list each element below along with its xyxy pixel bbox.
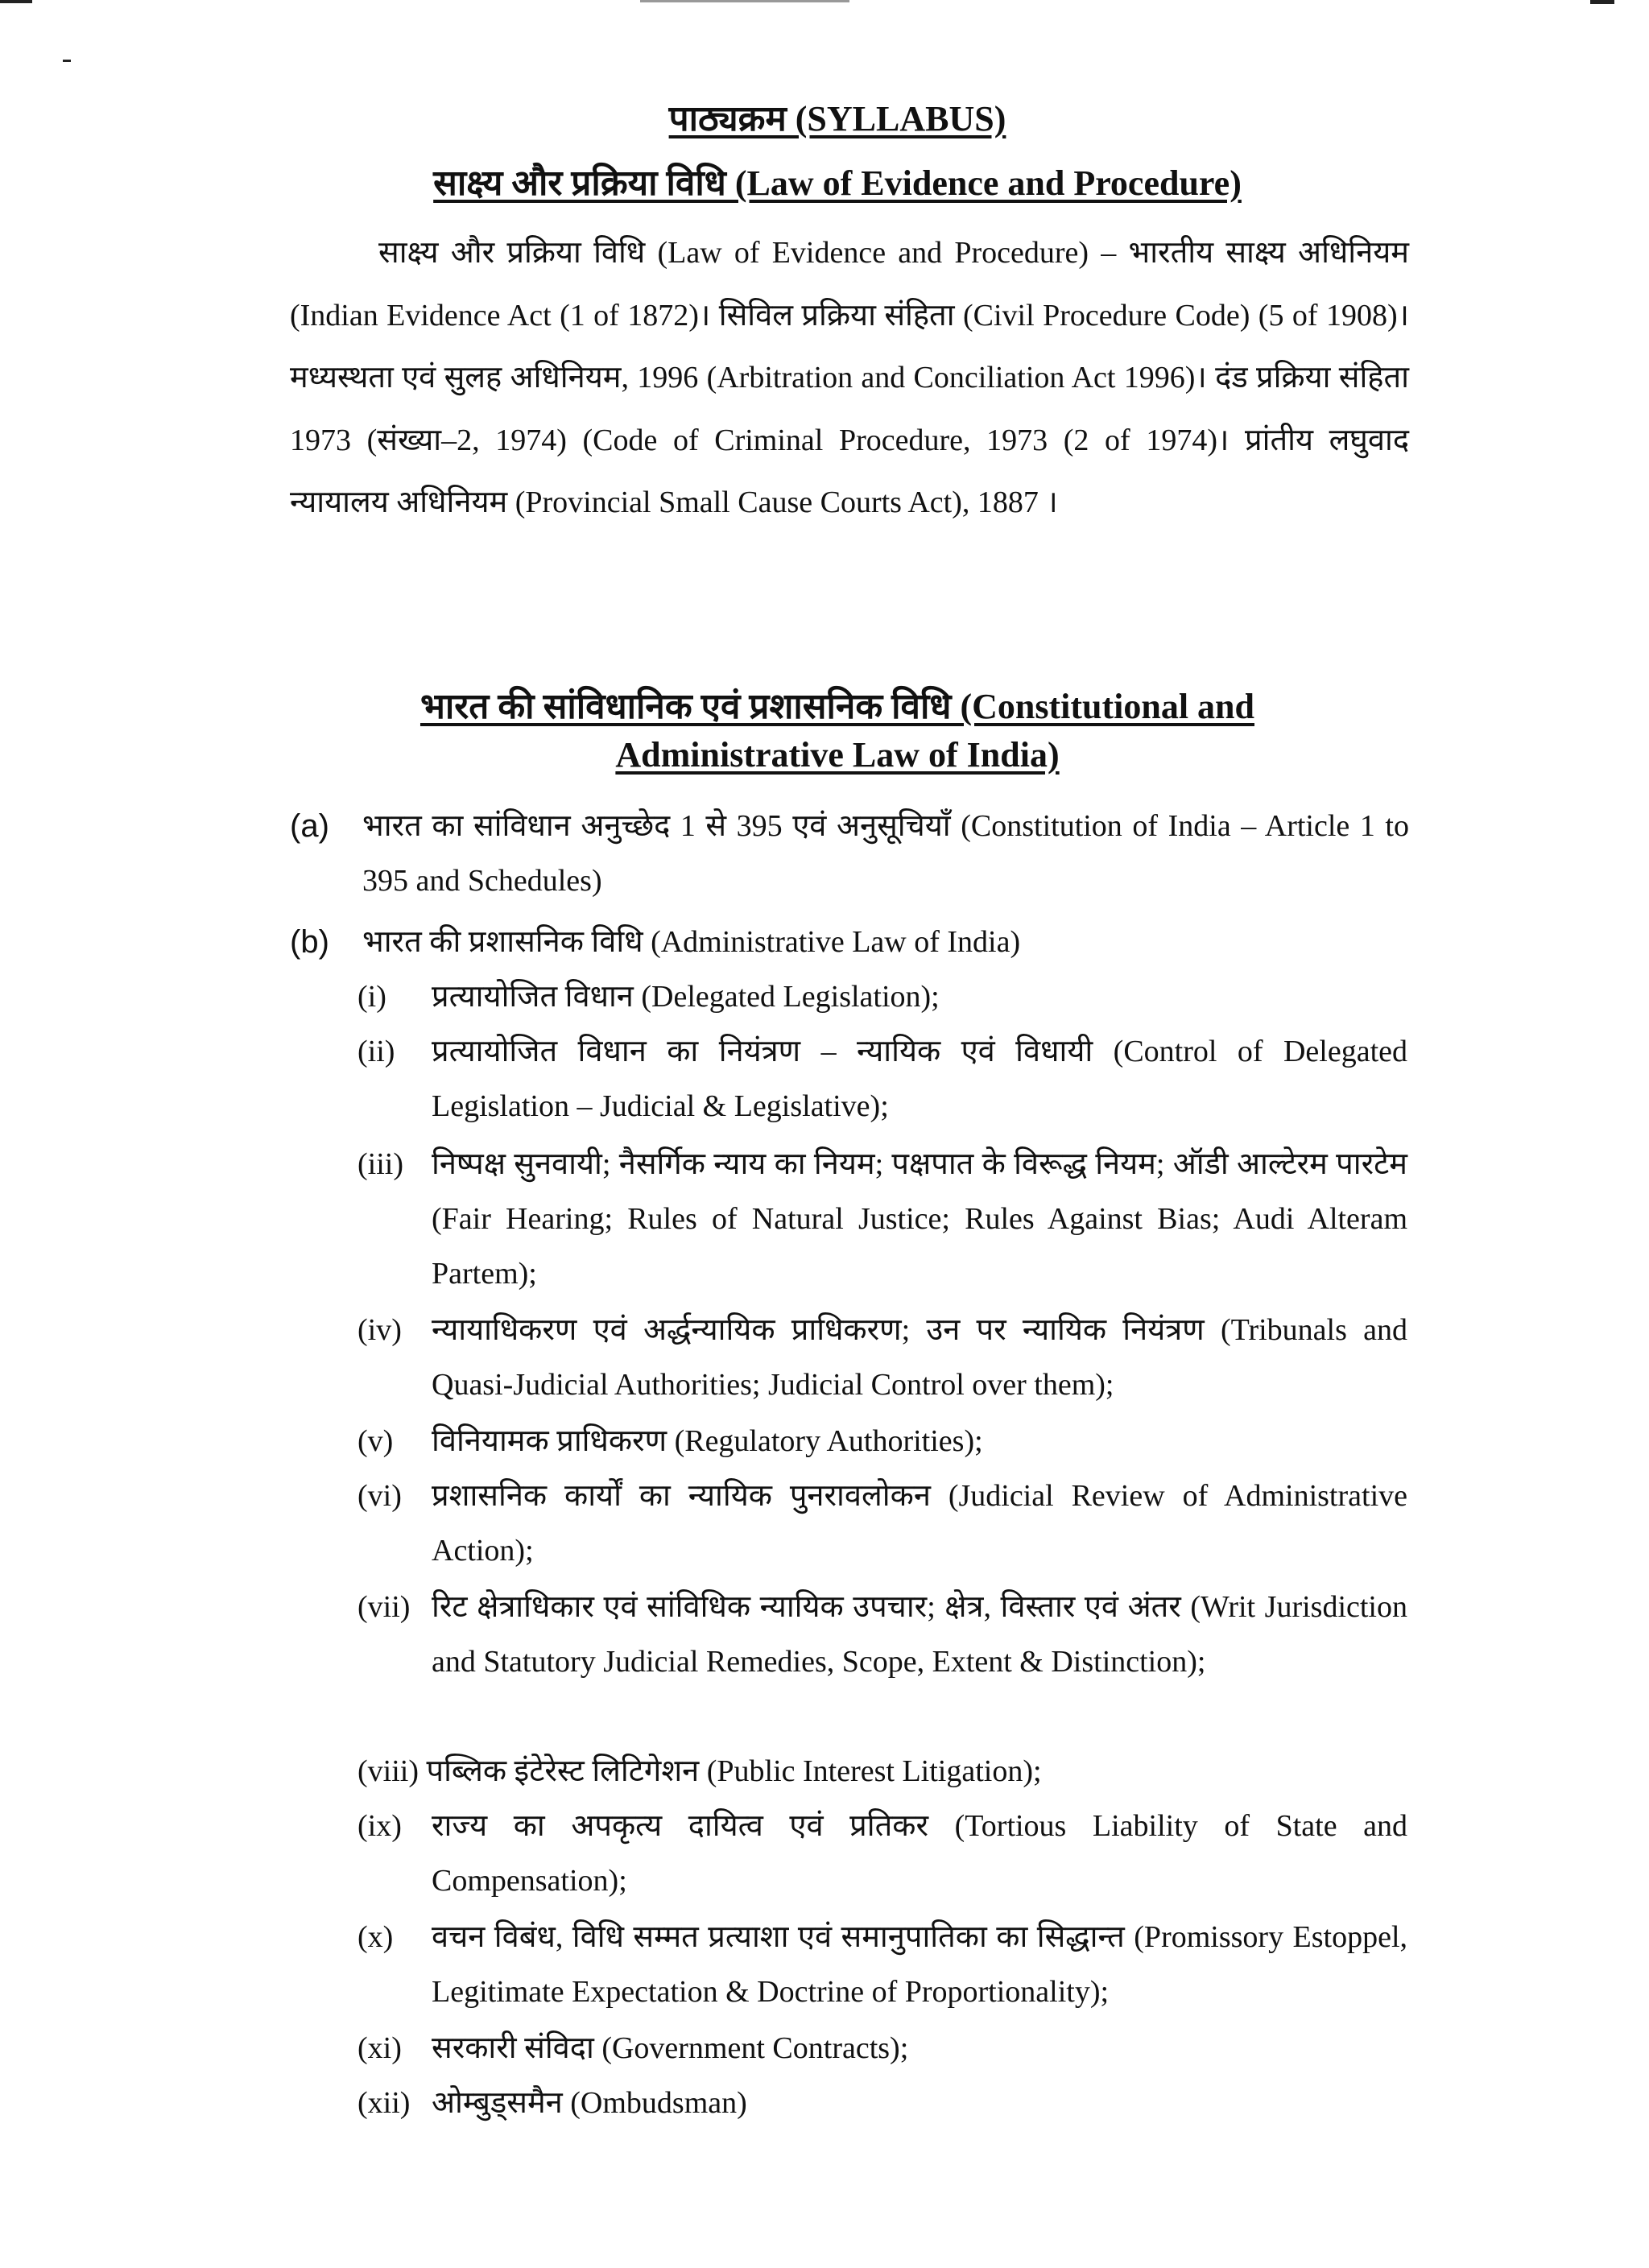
- sub-list-marker: (iv): [357, 1313, 402, 1347]
- sub-list-marker: (x): [357, 1920, 394, 1954]
- section-heading-constitutional-line1: भारत की सांविधानिक एवं प्रशासनिक विधि (Constitutional and: [419, 687, 1254, 726]
- section-heading-evidence: साक्ष्य और प्रक्रिया विधि (Law of Evidence and Procedure): [433, 163, 1242, 203]
- sub-list-marker: (xii): [357, 2086, 411, 2120]
- paragraph-text: साक्ष्य और प्रक्रिया विधि (Law of Evidence and Procedure) – भारतीय साक्ष्य अधिनियम (Indian Evidence Act (1 of 1872)। सिविल प्रक्रिया संहिता (Civil Procedure Code) (5 of 1908)। मध्यस्थता एवं सुलह अधिनियम, 1996 (Arbitration and Conciliation Act 1996)। दंड प्रक्रिया संहिता 1973 (संख्या–2, 1974) (Code of Criminal Procedure, 1973 (2 of 1974)। प्रांतीय लघुवाद न्यायालय अधिनियम (Provincial Small Cause Courts Act), 1887 ।: [290, 236, 1409, 519]
- sub-list-item: प्रशासनिक कार्यों का न्यायिक पुनरावलोकन (Judicial Review of Administrative Action);: [432, 1479, 1407, 1568]
- section-heading-constitutional-line2: Administrative Law of India): [615, 735, 1060, 775]
- scan-edge-mark: [0, 0, 32, 3]
- list-item-text: भारत की प्रशासनिक विधि (Administrative Law of India): [362, 925, 1021, 959]
- sub-list-marker: (ii): [357, 1035, 395, 1068]
- sub-list-item: प्रत्यायोजित विधान (Delegated Legislation);: [432, 980, 940, 1014]
- list-item-text: भारत का सांविधान अनुच्छेद 1 से 395 एवं अनुसूचियाँ (Constitution of India – Article 1 to 395 and Schedules): [362, 809, 1409, 898]
- sub-list-marker: (iii): [357, 1147, 403, 1181]
- sub-list-marker: (v): [357, 1424, 394, 1458]
- list-marker: (a): [290, 808, 329, 844]
- sub-list-item: न्यायाधिकरण एवं अर्द्धन्यायिक प्राधिकरण; उन पर न्यायिक नियंत्रण (Tribunals and Quasi-Judicial Authorities; Judicial Control over them);: [432, 1313, 1407, 1402]
- scan-edge-mark: [63, 60, 71, 62]
- sub-list-marker: (xi): [357, 2031, 402, 2065]
- sub-list-item: वचन विबंध, विधि सम्मत प्रत्याशा एवं समानुपातिका का सिद्धान्त (Promissory Estoppel, Legitimate Expectation & Doctrine of Proportionality);: [432, 1920, 1407, 2009]
- sub-list-item: राज्य का अपकृत्य दायित्व एवं प्रतिकर (Tortious Liability of State and Compensation);: [432, 1809, 1407, 1898]
- sub-list-item: प्रत्यायोजित विधान का नियंत्रण – न्यायिक एवं विधायी (Control of Delegated Legislation – Judicial & Legislative);: [432, 1035, 1407, 1123]
- sub-list-item: रिट क्षेत्राधिकार एवं सांविधिक न्यायिक उपचार; क्षेत्र, विस्तार एवं अंतर (Writ Jurisdiction and Statutory Judicial Remedies, Scope, Extent & Distinction);: [432, 1590, 1407, 1679]
- sub-list-item: निष्पक्ष सुनवायी; नैसर्गिक न्याय का नियम; पक्षपात के विरूद्ध नियम; ऑडी आल्टेरम पारटेम (Fair Hearing; Rules of Natural Justice; Rules Against Bias; Audi Alteram Partem);: [432, 1147, 1407, 1291]
- sub-list-marker: (viii): [357, 1754, 419, 1788]
- sub-list-item: सरकारी संविदा (Government Contracts);: [432, 2031, 909, 2065]
- sub-list-marker: (ix): [357, 1809, 402, 1843]
- sub-list-item: ओम्बुड्समैन (Ombudsman): [432, 2086, 747, 2120]
- page-title: पाठ्यक्रम (SYLLABUS): [668, 99, 1006, 138]
- sub-list-item: विनियामक प्राधिकरण (Regulatory Authorities);: [432, 1424, 983, 1458]
- sub-list-marker: (vi): [357, 1479, 402, 1513]
- scan-edge-mark: [1590, 0, 1614, 4]
- section-paragraph-evidence: [290, 222, 1409, 535]
- sub-list-item: पब्लिक इंटेरेस्ट लिटिगेशन (Public Interest Litigation);: [426, 1754, 1042, 1788]
- sub-list-marker: (i): [357, 980, 386, 1014]
- list-marker: (b): [290, 924, 329, 960]
- sub-list-item-viii: [357, 1744, 1407, 1799]
- scan-edge-mark: [640, 0, 849, 2]
- sub-list-marker: (vii): [357, 1590, 411, 1624]
